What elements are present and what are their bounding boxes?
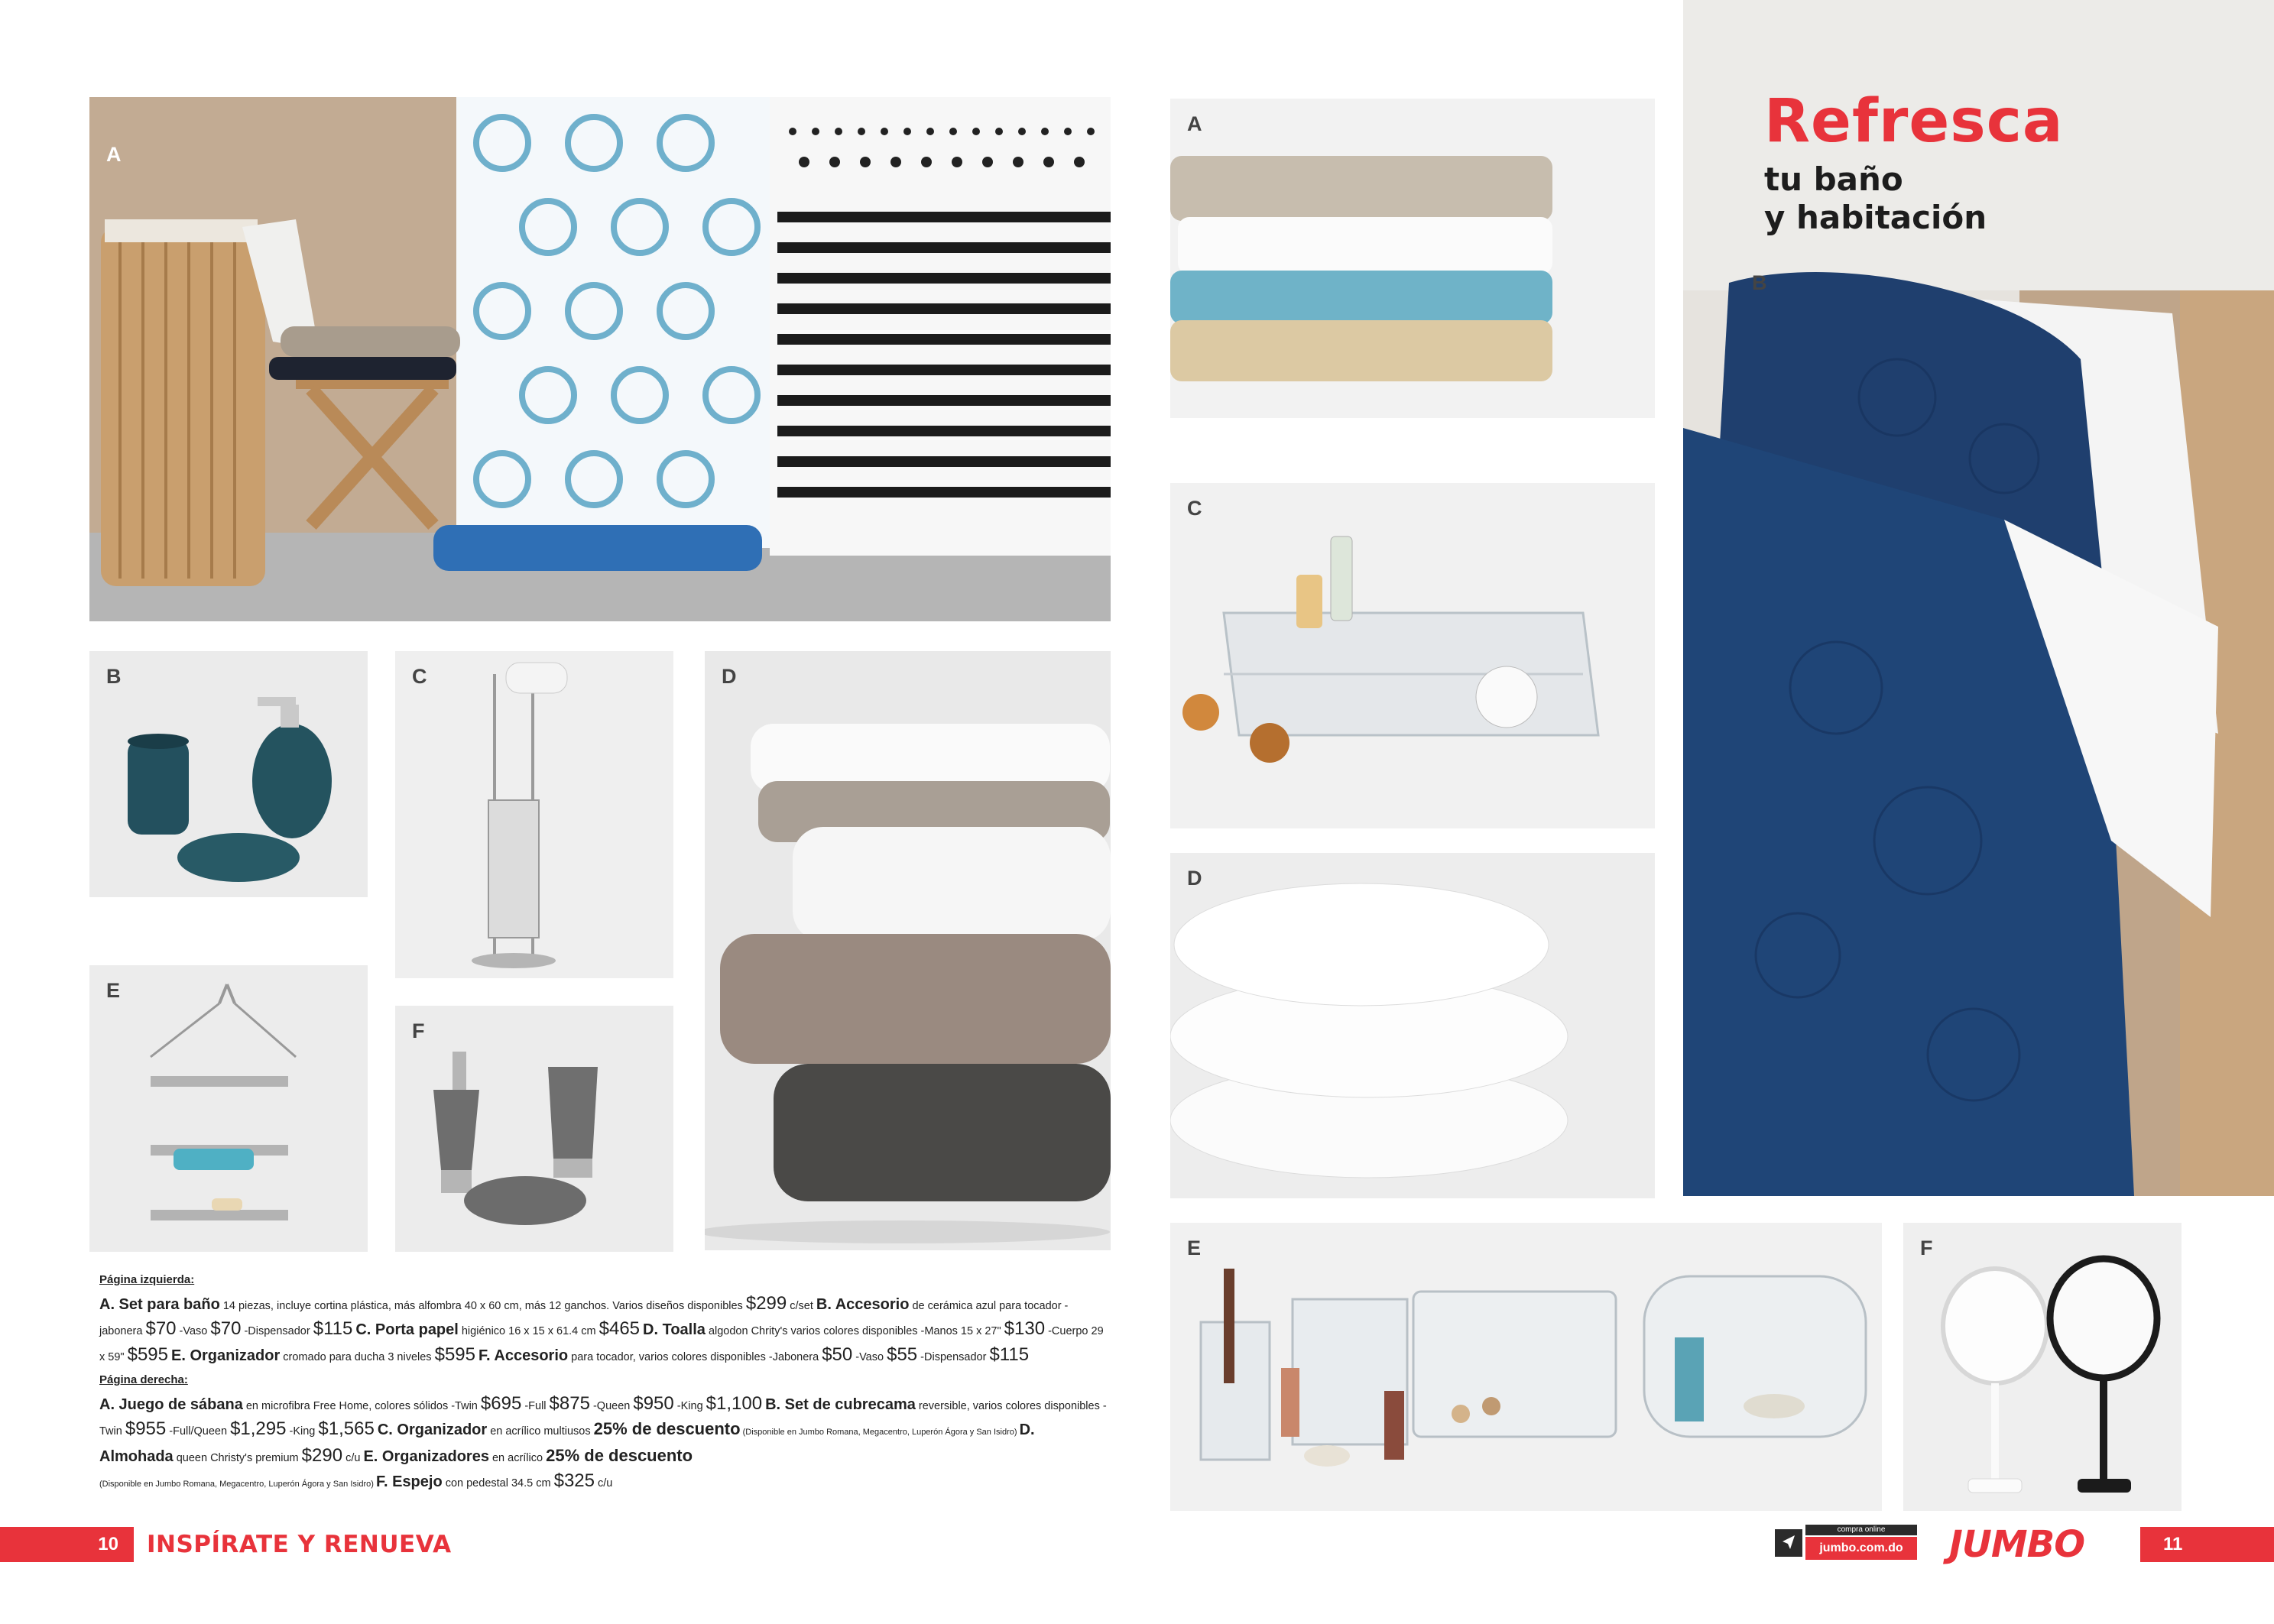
item-price: $1,295 <box>230 1418 287 1439</box>
item-price: $1,100 <box>706 1392 763 1414</box>
section-label: INSPÍRATE Y RENUEVA <box>147 1531 452 1558</box>
photo-acrylic-organizer <box>1170 483 1655 828</box>
panel-letter: C <box>1187 497 1202 520</box>
online-badge-url[interactable]: jumbo.com.do <box>1805 1537 1917 1560</box>
page-number-right: 11 <box>2140 1527 2274 1562</box>
item-price: $465 <box>599 1318 641 1339</box>
item-name: B. Accesorio <box>816 1295 910 1313</box>
item-desc: -Full <box>521 1399 550 1412</box>
item-desc: de cerámica azul para tocador -jabonera <box>99 1299 1069 1337</box>
item-desc: -Full/Queen <box>166 1425 231 1438</box>
page-title <box>1764 87 2064 237</box>
panel-letter: E <box>106 979 121 1002</box>
panel-letter: B <box>106 665 122 688</box>
item-desc: algodon Chrity's varios colores disponibles -Manos 15 x 27" <box>705 1325 1004 1337</box>
item-name: A. Juego de sábana <box>99 1395 243 1413</box>
item-price: $70 <box>145 1318 177 1339</box>
item-price: $290 <box>301 1444 343 1466</box>
photo-paper-holder <box>395 651 673 978</box>
photo-towels <box>705 651 1111 1250</box>
jumbo-logo: JUMBO <box>1949 1523 2084 1566</box>
item-price: $70 <box>210 1318 242 1339</box>
item-desc: con pedestal 34.5 cm <box>442 1477 554 1489</box>
discount-label: 25% de descuento <box>593 1419 741 1438</box>
item-name: F. Espejo <box>375 1473 443 1490</box>
item-desc: en acrílico multiusos <box>487 1425 594 1438</box>
item-price: $875 <box>549 1392 590 1414</box>
item-desc: -Dispensador <box>241 1325 313 1337</box>
panel-letter: E <box>1187 1237 1202 1259</box>
panel-letter: A <box>1187 112 1202 135</box>
panel-letter: B <box>1752 271 1767 294</box>
item-price: $1,565 <box>318 1418 375 1439</box>
item-price: $695 <box>480 1392 522 1414</box>
item-desc: -Cuerpo 29 x 59" <box>99 1325 1104 1363</box>
availability-note: (Disponible en Jumbo Romana, Megacentro, Luperón Ágora y San Isidro) <box>740 1428 1020 1437</box>
item-name: D. Toalla <box>643 1321 706 1338</box>
item-price: $115 <box>989 1344 1030 1365</box>
item-price: $595 <box>434 1344 475 1365</box>
item-name: C. Porta papel <box>355 1321 459 1338</box>
item-name: F. Accesorio <box>478 1347 569 1364</box>
item-desc: queen Christy's premium <box>173 1451 302 1464</box>
photo-ceramic-accessories <box>89 651 368 897</box>
item-desc: -Queen <box>589 1399 634 1412</box>
title-main: Refresca <box>1764 87 2064 156</box>
page-number-left: 10 <box>0 1527 134 1562</box>
item-desc: para tocador, varios colores disponibles -Jabonera <box>568 1350 822 1363</box>
photo-pillows <box>1170 853 1655 1198</box>
item-desc: 14 piezas, incluye cortina plástica, más alfombra 40 x 60 cm, más 12 ganchos. Varios diseños disponibles <box>219 1299 746 1312</box>
item-desc: en microfibra Free Home, colores sólidos -Twin <box>242 1399 481 1412</box>
panel-letter: D <box>1187 867 1202 890</box>
item-price: $955 <box>125 1418 167 1439</box>
item-desc: cromado para ducha 3 niveles <box>280 1350 435 1363</box>
item-desc: -King <box>286 1425 319 1438</box>
cursor-icon <box>1775 1529 1802 1557</box>
item-desc: -Dispensador <box>917 1350 990 1363</box>
panel-letter: F <box>1920 1237 1933 1259</box>
item-desc: en acrílico <box>488 1451 547 1464</box>
photo-mirrors <box>1903 1223 2182 1511</box>
item-price: $595 <box>127 1344 168 1365</box>
item-name: E. Organizador <box>171 1347 281 1364</box>
item-desc: higiénico 16 x 15 x 61.4 cm <box>458 1325 599 1337</box>
item-unit: c/u <box>342 1451 364 1464</box>
caption-heading-left: Página izquierda: <box>99 1273 195 1286</box>
item-price: $299 <box>745 1292 787 1314</box>
item-name: A. Set para baño <box>99 1295 220 1313</box>
photo-shower-caddy <box>89 965 368 1252</box>
item-unit: c/set <box>787 1299 816 1312</box>
title-line-1: tu baño <box>1764 160 1903 198</box>
item-desc: -King <box>673 1399 706 1412</box>
item-desc: -Vaso <box>176 1325 211 1337</box>
item-price: $55 <box>887 1344 918 1365</box>
caption-heading-right: Página derecha: <box>99 1373 188 1386</box>
item-name: D. Almohada <box>99 1421 1035 1465</box>
item-name: B. Set de cubrecama <box>765 1395 916 1413</box>
item-desc: -Vaso <box>852 1350 887 1363</box>
online-badge-caption: compra online <box>1805 1525 1917 1535</box>
panel-letter: C <box>412 665 427 688</box>
availability-note: (Disponible en Jumbo Romana, Megacentro, Luperón Ágora y San Isidro) <box>99 1480 376 1489</box>
product-caption <box>99 1269 1108 1496</box>
photo-bath-set <box>89 97 1111 621</box>
item-price: $130 <box>1004 1318 1046 1339</box>
photo-acrylic-organizers <box>1170 1223 1882 1511</box>
panel-letter: D <box>722 665 737 688</box>
item-name: C. Organizador <box>377 1421 488 1438</box>
photo-bed-sheets <box>1170 99 1655 418</box>
online-shop-badge[interactable] <box>1775 1525 1917 1560</box>
title-line-2: y habitación <box>1764 199 1987 236</box>
item-price: $50 <box>822 1344 853 1365</box>
panel-letter: F <box>412 1019 425 1042</box>
item-price: $950 <box>633 1392 674 1414</box>
photo-grey-accessories <box>395 1006 673 1252</box>
item-unit: c/u <box>594 1477 613 1489</box>
item-name: E. Organizadores <box>363 1447 489 1465</box>
discount-label: 25% de descuento <box>546 1445 693 1465</box>
item-price: $325 <box>553 1470 595 1491</box>
item-desc: reversible, varios colores disponibles -Twin <box>99 1399 1107 1438</box>
item-price: $115 <box>313 1318 353 1339</box>
panel-letter: A <box>106 143 122 166</box>
